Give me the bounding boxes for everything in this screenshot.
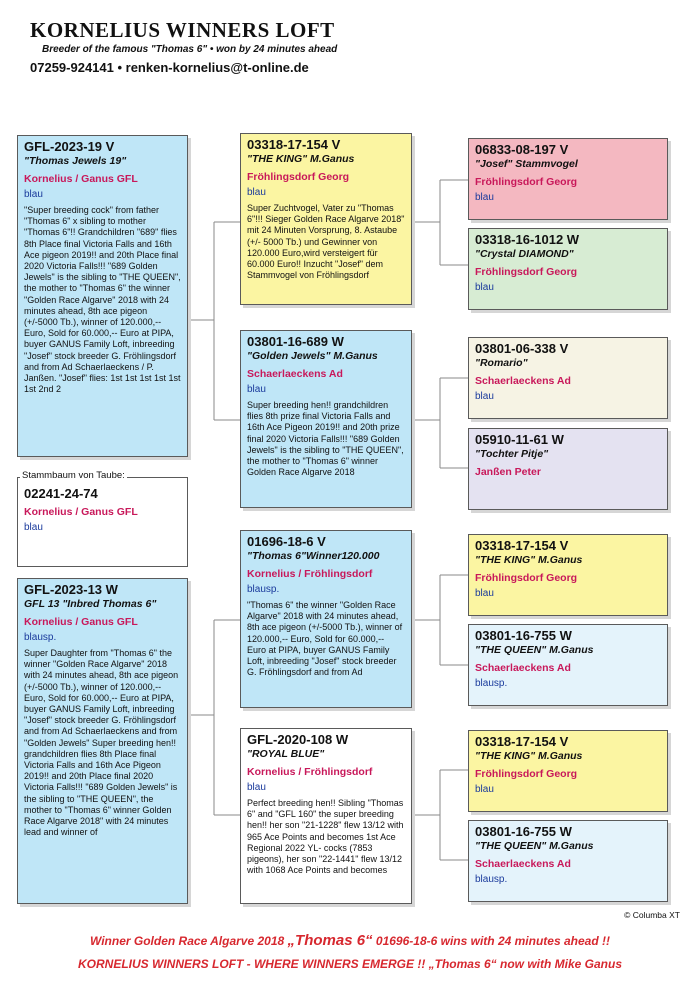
fm-name: "Golden Jewels" M.Ganus bbox=[247, 350, 378, 362]
fmf-ring: 03801-06-338 V bbox=[475, 341, 569, 356]
subject-ring: 02241-24-74 bbox=[24, 486, 98, 501]
ggp-mff-card bbox=[468, 534, 668, 616]
footer-line1-b: „Thomas 6“ bbox=[287, 932, 373, 949]
fmm-breeder: Janßen Peter bbox=[475, 466, 541, 478]
ggp-mmf-card bbox=[468, 730, 668, 812]
fmm-ring: 05910-11-61 W bbox=[475, 432, 564, 447]
pedigree-father-card bbox=[17, 135, 188, 457]
mmm-ring: 03801-16-755 W bbox=[475, 824, 572, 839]
fff-color: blau bbox=[475, 192, 494, 203]
copyright-note: © Columba XT bbox=[624, 910, 680, 920]
father-name: "Thomas Jewels 19" bbox=[24, 155, 127, 167]
mmm-name: "THE QUEEN" M.Ganus bbox=[475, 840, 594, 852]
ff-name: "THE KING" M.Ganus bbox=[247, 153, 355, 165]
fff-name: "Josef" Stammvogel bbox=[475, 158, 578, 170]
fmm-name: "Tochter Pitje" bbox=[475, 448, 549, 460]
mfm-color: blausp. bbox=[475, 678, 508, 689]
fm-breeder: Schaerlaeckens Ad bbox=[247, 368, 343, 380]
pedigree-mother-card bbox=[17, 578, 188, 904]
grandmother-maternal-card bbox=[240, 728, 412, 904]
mm-breeder: Kornelius / Fröhlingsdorf bbox=[247, 766, 373, 778]
contact-line: 07259-924141 • renken-kornelius@t-online.de bbox=[30, 60, 309, 75]
mfm-name: "THE QUEEN" M.Ganus bbox=[475, 644, 594, 656]
ggp-mfm-card bbox=[468, 624, 668, 706]
page-subtitle: Breeder of the famous "Thomas 6" • won by 24 minutes ahead bbox=[42, 44, 338, 55]
mmf-ring: 03318-17-154 V bbox=[475, 734, 569, 749]
ggp-fmf-card bbox=[468, 337, 668, 419]
fm-ring: 03801-16-689 W bbox=[247, 334, 344, 349]
grandfather-maternal-card bbox=[240, 530, 412, 708]
footer-headline bbox=[0, 932, 700, 949]
father-description: "Super breeding cock" from father "Thomas 6" x sibling to mother "Thomas 6"!! Grandchildren "689" flies 8th Place final Victoria Falls and 16th Ace pigeon 2019!! and 20th Place final 2020 Victoria Falls!!! "689 Golden Jewels" is the sibling to "THE QUEEN", the mother to "Thomas 6" the winner "Golden Race Algarve" 2018 with 24 minutes ahead, 8th ace pigeon (+/-5000 Tb.), winner of 120.000,-- Euro, Sold for 60.000,-- Euro at PIPA, buyer GANUS Family Loft, inbreeding "Josef" stock breeder G. Fröhlingsdorf and from Ad Schaerlaeckens / P. Janßen. "Josef" flies: 1st 1st 1st 1st 1st 1st 2nd 2 bbox=[24, 205, 181, 395]
ff-ring: 03318-17-154 V bbox=[247, 137, 341, 152]
ff-description: Super Zuchtvogel, Vater zu "Thomas 6"!!! Sieger Golden Race Algarve 2018" mit 24 Minuten Vorsprung, 8. Astaube (+/- 5000 Tb.) und Gewinner von 120.000 Euro,wird versteigert für 60.000 Euro!! Inzucht "Josef" dem Stammvogel von Fröhlingsdorf bbox=[247, 203, 405, 281]
mmf-breeder: Fröhlingsdorf Georg bbox=[475, 768, 578, 780]
ff-breeder: Fröhlingsdorf Georg bbox=[247, 171, 350, 183]
mmf-name: "THE KING" M.Ganus bbox=[475, 750, 583, 762]
pedigree-of-label: Stammbaum von Taube: bbox=[22, 470, 125, 481]
page-title: KORNELIUS WINNERS LOFT bbox=[30, 18, 335, 42]
subject-color: blau bbox=[24, 522, 43, 533]
mf-breeder: Kornelius / Fröhlingsdorf bbox=[247, 568, 373, 580]
ffm-color: blau bbox=[475, 282, 494, 293]
ggp-fff-card bbox=[468, 138, 668, 220]
fff-breeder: Fröhlingsdorf Georg bbox=[475, 176, 578, 188]
father-color: blau bbox=[24, 189, 43, 200]
mf-color: blausp. bbox=[247, 584, 280, 595]
father-ring: GFL-2023-19 V bbox=[24, 139, 115, 154]
footer-line1-c: 01696-18-6 wins with 24 minutes ahead !! bbox=[375, 934, 610, 948]
mm-ring: GFL-2020-108 W bbox=[247, 732, 349, 747]
mmf-color: blau bbox=[475, 784, 494, 795]
mother-color: blausp. bbox=[24, 632, 57, 643]
grandfather-paternal-card bbox=[240, 133, 412, 305]
footer-slogan: KORNELIUS WINNERS LOFT - WHERE WINNERS EMERGE !! „Thomas 6“ now with Mike Ganus bbox=[77, 957, 623, 971]
mmm-color: blausp. bbox=[475, 874, 508, 885]
fmf-breeder: Schaerlaeckens Ad bbox=[475, 375, 571, 387]
ggp-fmm-card bbox=[468, 428, 668, 510]
fm-color: blau bbox=[247, 384, 266, 395]
fmf-name: "Romario" bbox=[475, 357, 528, 369]
fm-description: Super breeding hen!! grandchildren flies 8th prize final Victoria Falls and 16th Ace Pigeon 2019!! and 20th prize final 2020 Victoria Falls!!! "689 Golden Jewels" is the sibling to "THE QUEEN", the mother to "Thomas 6" winner Golden Race Algarve 2018 bbox=[247, 400, 404, 478]
ffm-breeder: Fröhlingsdorf Georg bbox=[475, 266, 578, 278]
mother-breeder: Kornelius / Ganus GFL bbox=[24, 616, 138, 628]
mf-name: "Thomas 6"Winner120.000 bbox=[247, 550, 380, 562]
mother-name: GFL 13 "Inbred Thomas 6" bbox=[24, 598, 157, 610]
ffm-ring: 03318-16-1012 W bbox=[475, 232, 580, 247]
footer-line1-a: Winner Golden Race Algarve 2018 bbox=[90, 934, 285, 948]
mother-ring: GFL-2023-13 W bbox=[24, 582, 118, 597]
mmm-breeder: Schaerlaeckens Ad bbox=[475, 858, 571, 870]
mm-color: blau bbox=[247, 782, 266, 793]
mff-name: "THE KING" M.Ganus bbox=[475, 554, 583, 566]
ffm-name: "Crystal DIAMOND" bbox=[475, 248, 574, 260]
mfm-breeder: Schaerlaeckens Ad bbox=[475, 662, 571, 674]
mff-ring: 03318-17-154 V bbox=[475, 538, 569, 553]
fff-ring: 06833-08-197 V bbox=[475, 142, 569, 157]
fmf-color: blau bbox=[475, 391, 494, 402]
mother-description: Super Daughter from "Thomas 6" the winner "Golden Race Algarve" 2018 with 24 minutes ahead, 8th ace pigeon (+/-5000 Tb.), winner of 120.000,-- Euro, Sold for 60.000,-- Euro at PIPA, buyer GANUS Family Loft, inbreeding "Josef" stock breeder G. Fröhlingsdorf and from Ad Schaerlaeckens and from "Golden Jewels" Super breeding hen!! grandchildren flies 8th Place final Victoria Falls and 16th Ace Pigeon 2019!! and 20th Place final 2020 Victoria Falls!!! "689 Golden Jewels" is the sibling to "THE QUEEN", the mother to "Thomas 6" winner Golden Race Algarve 2018" with 24 minutes lead and winner of bbox=[24, 648, 179, 838]
mff-color: blau bbox=[475, 588, 494, 599]
mff-breeder: Fröhlingsdorf Georg bbox=[475, 572, 578, 584]
ggp-ffm-card bbox=[468, 228, 668, 310]
subject-pigeon-card bbox=[17, 477, 188, 567]
mf-ring: 01696-18-6 V bbox=[247, 534, 326, 549]
ggp-mmm-card bbox=[468, 820, 668, 902]
father-breeder: Kornelius / Ganus GFL bbox=[24, 173, 138, 185]
subject-breeder: Kornelius / Ganus GFL bbox=[24, 506, 138, 518]
grandmother-paternal-card bbox=[240, 330, 412, 508]
mm-name: "ROYAL BLUE" bbox=[247, 748, 325, 760]
mfm-ring: 03801-16-755 W bbox=[475, 628, 572, 643]
mm-description: Perfect breeding hen!! Sibling "Thomas 6" and "GFL 160" the super breeding hen!! her son "21-1228" flew 13/12 with 965 Ace Points and becomes 1st Ace Regional 2022 YL- cocks (7853 pigeons), her son "22-1441" flew 13/12 with 1068 Ace Points and becomes bbox=[247, 798, 404, 876]
ff-color: blau bbox=[247, 187, 266, 198]
mf-description: "Thomas 6" the winner "Golden Race Algarve" 2018 with 24 minutes ahead, 8th ace pigeon (+/-5000 Tb.), winner of 120.000,-- Euro, Sold for 60.000,-- Euro at PIPA, buyer GANUS Family Loft, inbreeding "Josef" stock breeder G. Fröhlingsdorf and from Ad bbox=[247, 600, 403, 678]
